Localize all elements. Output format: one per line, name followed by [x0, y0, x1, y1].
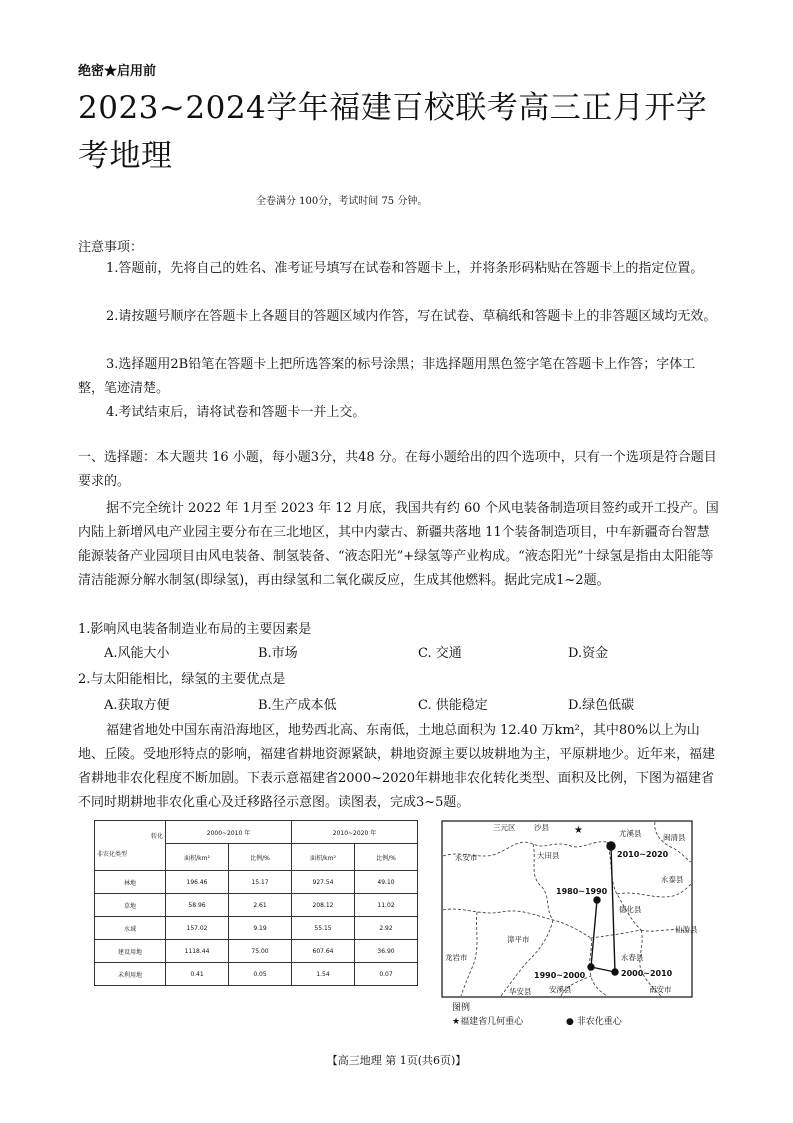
migration-map — [441, 820, 698, 998]
column-header: 比例/% — [355, 844, 418, 871]
score-note: 全卷满分 100分，考试时间 75 分钟。 — [256, 196, 428, 207]
cell: 9.19 — [229, 917, 292, 940]
county-label: 三元区 — [493, 823, 516, 832]
table-row — [95, 871, 418, 894]
county-label: 南安市 — [649, 985, 672, 994]
table-corner: 转化 非农化类型 — [95, 821, 166, 871]
question-1-options — [104, 642, 608, 666]
row-type: 林地 — [95, 871, 166, 894]
passage-wind-power: 据不完全统计 2022 年 1月至 2023 年 12 月底，我国共有约 60 个风电装备制造项目签约或开工投产。国内陆上新增风电产业园主要分布在三北地区，其中内蒙古、新疆共落地 11个装备制造项目，中车新疆奇台智慧能源装备产业园项目由风电装备、制氢装备、“液态阳光”+绿氢等产业构成。“液态阳光”十绿氢是指由太阳能等清洁能源分解水制氢(即绿氢)，再由绿氢和二氧化碳反应，生成其他燃料。据此完成1~2题。 — [78, 501, 719, 588]
table-row — [95, 940, 418, 963]
cell: 0.05 — [229, 963, 292, 986]
county-label: 漳平市 — [507, 935, 530, 944]
table-row — [95, 963, 418, 986]
cell: 58.96 — [166, 894, 229, 917]
star-icon: ★ — [574, 825, 583, 836]
cell: 157.02 — [166, 917, 229, 940]
section-heading: 一、选择题：本大题共 16 小题，每小题3分，共48 分。在每小题给出的四个选项中，只有一个选项是符合题目要求的。 — [78, 450, 717, 489]
county-label: 永泰县 — [661, 875, 684, 884]
county-label: 大田县 — [537, 851, 560, 860]
table-row — [95, 894, 418, 917]
cell: 55.15 — [292, 917, 355, 940]
column-header: 面积/km² — [292, 844, 355, 871]
cell: 49.10 — [355, 871, 418, 894]
period-label: 2010~2020 — [617, 850, 669, 859]
county-label: 闽清县 — [663, 833, 686, 842]
row-type: 草地 — [95, 894, 166, 917]
cell: 11.02 — [355, 894, 418, 917]
option-a[interactable]: A.风能大小 — [104, 646, 170, 661]
county-label: 永安市 — [455, 853, 478, 862]
question-2-stem: 2.与太阳能相比，绿氢的主要优点是 — [78, 672, 286, 687]
period-label: 1990~2000 — [534, 971, 586, 980]
notice-item: 2.请按题号顺序在答题卡上各题目的答题区域内作答，写在试卷、草稿纸和答题卡上的非答题区域均无效。 — [106, 309, 717, 324]
question-2-options — [104, 694, 634, 718]
exam-title: 2023~2024学年福建百校联考高三正月开学考地理 — [78, 90, 708, 174]
confidential-label: 绝密★启用前 — [78, 64, 157, 79]
cell: 75.00 — [229, 940, 292, 963]
county-label: 安溪县 — [549, 985, 572, 994]
column-header: 面积/km² — [166, 844, 229, 871]
option-d[interactable]: D.资金 — [568, 646, 609, 661]
option-b[interactable]: B.生产成本低 — [258, 698, 337, 713]
cell: 1118.44 — [166, 940, 229, 963]
county-label: 永春县 — [621, 953, 644, 962]
option-d[interactable]: D.绿色低碳 — [568, 698, 635, 713]
cell: 2.92 — [355, 917, 418, 940]
notice-item: 3.选择题用2B铅笔在答题卡上把所选答案的标号涂黑；非选择题用黑色签字笔在答题卡上作答；字体工整，笔迹清楚。 — [78, 357, 696, 396]
option-c[interactable]: C. 交通 — [418, 646, 462, 661]
cell: 1.54 — [292, 963, 355, 986]
farmland-conversion-table — [94, 820, 418, 986]
map-legend-title: 图例 — [452, 1003, 471, 1013]
notice-item: 1.答题前，先将自己的姓名、准考证号填写在试卷和答题卡上，并将条形码粘贴在答题卡上的指定位置。 — [106, 261, 704, 276]
county-label: 沙县 — [534, 823, 549, 832]
row-type: 水域 — [95, 917, 166, 940]
cell: 208.12 — [292, 894, 355, 917]
row-type: 未利用地 — [95, 963, 166, 986]
cell: 0.41 — [166, 963, 229, 986]
county-label: 德化县 — [619, 905, 642, 914]
cell: 927.54 — [292, 871, 355, 894]
row-type: 建设用地 — [95, 940, 166, 963]
cell: 15.17 — [229, 871, 292, 894]
map-svg — [441, 820, 698, 998]
table-row — [95, 917, 418, 940]
cell: 2.61 — [229, 894, 292, 917]
notice-item: 4.考试结束后，请将试卷和答题卡一并上交。 — [106, 405, 366, 420]
cell: 196.46 — [166, 871, 229, 894]
page-footer: 【高三地理 第 1页(共6页)】 — [326, 1054, 467, 1067]
question-1-stem: 1.影响风电装备制造业布局的主要因素是 — [78, 622, 312, 637]
county-label: 尤溪县 — [619, 829, 642, 838]
passage-fujian-farmland: 福建省地处中国东南沿海地区，地势西北高、东南低，土地总面积为 12.40 万km²，其中80%以上为山地、丘陵。受地形特点的影响，福建省耕地资源紧缺，耕地资源主要以坡耕地为主，平原耕地少。近年来，福建省耕地非农化程度不断加剧。下表示意福建省2000~2020年耕地非农化转化类型、面积及比例，下图为福建省不同时期耕地非农化重心及迁移路径示意图。读图表，完成3~5题。 — [78, 723, 716, 810]
county-label: 仙游县 — [675, 925, 698, 934]
county-label: 华安县 — [509, 987, 532, 996]
option-c[interactable]: C. 供能稳定 — [418, 698, 488, 713]
period-header: 2000~2010 年 — [166, 821, 292, 844]
county-label: 龙岩市 — [445, 953, 468, 962]
map-legend-dot: ● 非农化重心 — [566, 1017, 622, 1027]
period-label: 1980~1990 — [556, 887, 608, 896]
period-label: 2000~2010 — [621, 969, 673, 978]
column-header: 比例/% — [229, 844, 292, 871]
period-header: 2010~2020 年 — [292, 821, 418, 844]
cell: 0.07 — [355, 963, 418, 986]
option-a[interactable]: A.获取方便 — [104, 698, 170, 713]
cell: 607.64 — [292, 940, 355, 963]
cell: 36.90 — [355, 940, 418, 963]
map-legend-star: ★福建省几何重心 — [452, 1017, 524, 1027]
option-b[interactable]: B.市场 — [258, 646, 298, 661]
notice-heading: 注意事项： — [78, 240, 144, 255]
